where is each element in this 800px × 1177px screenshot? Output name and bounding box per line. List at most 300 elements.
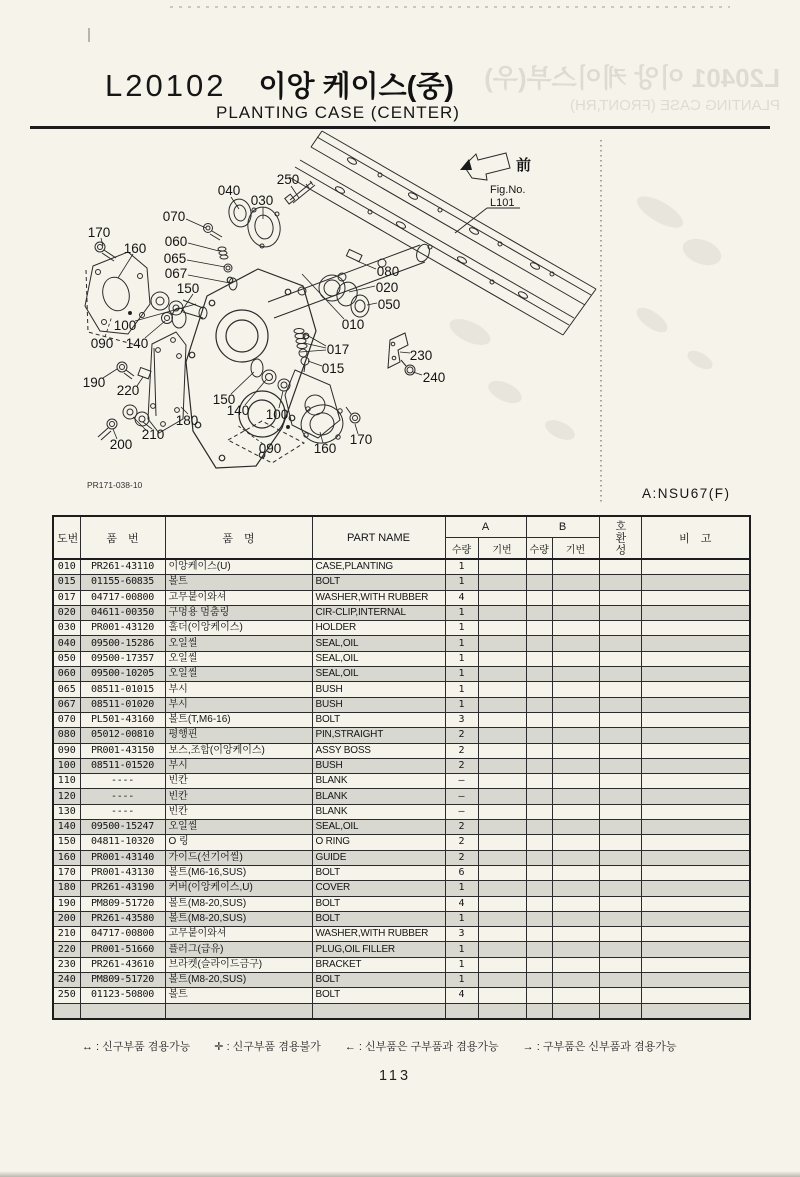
cell-en: BOLT <box>312 865 445 880</box>
cell-rem <box>641 575 750 590</box>
cell-kb <box>552 927 599 942</box>
table-row <box>53 559 750 575</box>
cell-qb <box>526 636 552 651</box>
cell-kb <box>552 850 599 865</box>
cell-en: BOLT <box>312 896 445 911</box>
cell-en: SEAL,OIL <box>312 651 445 666</box>
cell-part: PR001-43130 <box>80 865 165 880</box>
cell-ka <box>478 743 526 758</box>
cell-kb <box>552 682 599 697</box>
cell-qb <box>526 712 552 727</box>
cell-empty <box>445 1003 478 1019</box>
cell-rem <box>641 758 750 773</box>
cell-ka <box>478 820 526 835</box>
cell-part: 04717-00800 <box>80 590 165 605</box>
cell-ka <box>478 850 526 865</box>
table-row <box>53 682 750 697</box>
cell-ka <box>478 804 526 819</box>
cell-ka <box>478 774 526 789</box>
cell-compat <box>599 850 641 865</box>
cell-ka <box>478 835 526 850</box>
cell-part: PR261-43580 <box>80 911 165 926</box>
cell-part: 08511-01015 <box>80 682 165 697</box>
cell-qb <box>526 804 552 819</box>
cell-ka <box>478 957 526 972</box>
cell-qa: 1 <box>445 682 478 697</box>
cell-rem <box>641 820 750 835</box>
case-tube <box>268 242 432 318</box>
cell-qa: 1 <box>445 636 478 651</box>
callout-label: 170 <box>349 432 373 447</box>
cell-part: 09500-17357 <box>80 651 165 666</box>
table-header <box>53 516 750 559</box>
col-header-part-name: PART NAME <box>312 516 445 559</box>
cell-en: BUSH <box>312 697 445 712</box>
col-header-serial-a: 기번 <box>478 538 526 560</box>
cell-compat <box>599 927 641 942</box>
table-row <box>53 590 750 605</box>
cell-qb <box>526 743 552 758</box>
cell-no: 130 <box>53 804 80 819</box>
cell-kr: 구멍용 멈춤링 <box>165 605 312 620</box>
leader-line <box>186 219 206 228</box>
cell-qa: 4 <box>445 988 478 1003</box>
scan-artifact-bottom <box>0 1171 800 1177</box>
interchangeability-legend <box>82 1038 697 1054</box>
drawing-number: PR171-038-10 <box>87 480 143 490</box>
title-divider <box>30 126 770 129</box>
cell-en: BUSH <box>312 758 445 773</box>
cell-compat <box>599 743 641 758</box>
leader-line <box>400 352 410 353</box>
cell-kr: 오일씰 <box>165 820 312 835</box>
cell-empty <box>526 1003 552 1019</box>
cell-ka <box>478 896 526 911</box>
callout-label: 150 <box>212 392 236 407</box>
callout-label: 170 <box>87 225 111 240</box>
variant-note: A:NSU67(F) <box>642 486 731 501</box>
table-row <box>53 957 750 972</box>
cell-no: 250 <box>53 988 80 1003</box>
callout-label: 100 <box>113 318 137 333</box>
cell-ka <box>478 865 526 880</box>
cell-rem <box>641 973 750 988</box>
cell-kr: 오일씰 <box>165 636 312 651</box>
cell-compat <box>599 774 641 789</box>
callout-label: 065 <box>163 251 187 266</box>
cell-compat <box>599 575 641 590</box>
cell-qb <box>526 865 552 880</box>
table-row <box>53 621 750 636</box>
cell-part: 09500-15286 <box>80 636 165 651</box>
table-row <box>53 865 750 880</box>
cell-part: 09500-15247 <box>80 820 165 835</box>
table-row <box>53 804 750 819</box>
cell-empty <box>641 1003 750 1019</box>
cell-rem <box>641 651 750 666</box>
cell-compat <box>599 881 641 896</box>
callout-label: 210 <box>141 427 165 442</box>
cell-no: 100 <box>53 758 80 773</box>
cell-kr: 볼트(M8-20,SUS) <box>165 911 312 926</box>
cell-kr: 고무붙이와셔 <box>165 590 312 605</box>
cell-ka <box>478 789 526 804</box>
cell-rem <box>641 590 750 605</box>
fig-no-value: L101 <box>490 197 515 209</box>
callout-label: 160 <box>123 241 147 256</box>
callout-label: 190 <box>82 375 106 390</box>
cell-kb <box>552 651 599 666</box>
parts-table <box>52 515 751 1020</box>
cell-en: SEAL,OIL <box>312 820 445 835</box>
legend-item: → : 구부품은 신부품과 겸용가능 <box>522 1041 677 1053</box>
cell-part: 04717-00800 <box>80 927 165 942</box>
cell-qa: 2 <box>445 728 478 743</box>
cell-ka <box>478 988 526 1003</box>
cell-empty <box>80 1003 165 1019</box>
leader-line <box>231 372 254 394</box>
cell-en: CIR-CLIP,INTERNAL <box>312 605 445 620</box>
cell-rem <box>641 927 750 942</box>
cell-rem <box>641 911 750 926</box>
cell-part: PR261-43610 <box>80 957 165 972</box>
cell-compat <box>599 667 641 682</box>
cell-en: BLANK <box>312 774 445 789</box>
cell-kb <box>552 758 599 773</box>
cell-ka <box>478 728 526 743</box>
cell-ka <box>478 575 526 590</box>
cell-en: BLANK <box>312 804 445 819</box>
cell-part: ---- <box>80 774 165 789</box>
cell-rem <box>641 881 750 896</box>
cell-kb <box>552 957 599 972</box>
cell-kb <box>552 559 599 575</box>
table-row <box>53 820 750 835</box>
table-row <box>53 911 750 926</box>
callout-label: 150 <box>176 281 200 296</box>
cell-ka <box>478 973 526 988</box>
cell-compat <box>599 605 641 620</box>
callout-label: 230 <box>409 348 433 363</box>
table-row <box>53 850 750 865</box>
scan-artifact-mark <box>88 28 90 42</box>
cell-rem <box>641 621 750 636</box>
callout-label: 070 <box>162 209 186 224</box>
callout-label: 090 <box>90 336 114 351</box>
cell-no: 200 <box>53 911 80 926</box>
cell-rem <box>641 559 750 575</box>
table-row <box>53 651 750 666</box>
cell-en: BOLT <box>312 575 445 590</box>
bleed-through-title <box>420 58 780 114</box>
cell-part: 08511-01020 <box>80 697 165 712</box>
exploded-diagram <box>0 130 800 515</box>
cell-rem <box>641 774 750 789</box>
cell-no: 020 <box>53 605 80 620</box>
cell-empty <box>312 1003 445 1019</box>
leader-line <box>308 361 322 366</box>
cell-qa: 1 <box>445 667 478 682</box>
cell-compat <box>599 957 641 972</box>
cell-kb <box>552 667 599 682</box>
cell-qa: 6 <box>445 865 478 880</box>
cell-en: CASE,PLANTING <box>312 559 445 575</box>
cell-part: PL501-43160 <box>80 712 165 727</box>
legend-item: ← : 신부품은 구부품과 겸용가능 <box>344 1041 499 1053</box>
cell-qb <box>526 988 552 1003</box>
cell-qb <box>526 774 552 789</box>
cell-no: 210 <box>53 927 80 942</box>
cell-compat <box>599 621 641 636</box>
cell-ka <box>478 697 526 712</box>
cell-kr: 브라켓(슬라이드금구) <box>165 957 312 972</box>
cell-kr: 빈칸 <box>165 789 312 804</box>
cell-kr: 오일씰 <box>165 651 312 666</box>
cell-part: PR001-51660 <box>80 942 165 957</box>
cell-no: 170 <box>53 865 80 880</box>
cell-empty <box>165 1003 312 1019</box>
col-header-serial-b: 기번 <box>552 538 599 560</box>
cell-ka <box>478 881 526 896</box>
cell-kb <box>552 636 599 651</box>
cell-kb <box>552 605 599 620</box>
cell-ka <box>478 911 526 926</box>
table-row-empty <box>53 1003 750 1019</box>
cell-kr: 볼트(M6-16,SUS) <box>165 865 312 880</box>
cell-rem <box>641 942 750 957</box>
cell-kb <box>552 988 599 1003</box>
bearing-seal-stack <box>319 249 369 317</box>
callout-label: 140 <box>125 336 149 351</box>
bush-parts <box>218 247 237 290</box>
cell-part: 09500-10205 <box>80 667 165 682</box>
bleed-line1: L20401 이앙 케이스부(우) <box>484 63 780 93</box>
cell-empty <box>478 1003 526 1019</box>
leader-line <box>300 350 326 352</box>
cell-compat <box>599 865 641 880</box>
cell-ka <box>478 621 526 636</box>
cell-qa: 2 <box>445 820 478 835</box>
cell-ka <box>478 682 526 697</box>
cell-no: 090 <box>53 743 80 758</box>
cell-ka <box>478 712 526 727</box>
cell-no: 080 <box>53 728 80 743</box>
cell-rem <box>641 957 750 972</box>
table-row <box>53 942 750 957</box>
cell-part: 05012-00810 <box>80 728 165 743</box>
cell-kr: 볼트(M8-20,SUS) <box>165 896 312 911</box>
cell-ka <box>478 636 526 651</box>
table-row <box>53 896 750 911</box>
cell-en: BOLT <box>312 973 445 988</box>
cell-qa: 3 <box>445 927 478 942</box>
cell-kb <box>552 697 599 712</box>
cell-compat <box>599 636 641 651</box>
callout-label: 240 <box>422 370 446 385</box>
bleed-line2: PLANTING CASE (FRONT,RH) <box>569 97 780 114</box>
cell-part: PM809-51720 <box>80 896 165 911</box>
cell-qa: 3 <box>445 712 478 727</box>
cell-qb <box>526 728 552 743</box>
table-row <box>53 743 750 758</box>
cell-part: PR001-43150 <box>80 743 165 758</box>
cell-qa: 1 <box>445 957 478 972</box>
cell-rem <box>641 896 750 911</box>
callout-label: 060 <box>164 234 188 249</box>
cell-kr: O 링 <box>165 835 312 850</box>
cell-qb <box>526 789 552 804</box>
cell-no: 040 <box>53 636 80 651</box>
cell-qb <box>526 942 552 957</box>
cell-no: 150 <box>53 835 80 850</box>
cell-empty <box>552 1003 599 1019</box>
cell-en: SEAL,OIL <box>312 636 445 651</box>
cell-kb <box>552 743 599 758</box>
cell-qb <box>526 575 552 590</box>
cell-qa: 1 <box>445 651 478 666</box>
cell-qb <box>526 651 552 666</box>
table-row <box>53 881 750 896</box>
cell-en: SEAL,OIL <box>312 667 445 682</box>
cell-compat <box>599 651 641 666</box>
cell-kb <box>552 973 599 988</box>
cell-part: 04611-00350 <box>80 605 165 620</box>
table-row <box>53 712 750 727</box>
title-row <box>105 64 454 105</box>
cell-kb <box>552 835 599 850</box>
cell-qb <box>526 590 552 605</box>
cell-no: 050 <box>53 651 80 666</box>
cell-qb <box>526 881 552 896</box>
cell-qb <box>526 820 552 835</box>
cell-qa: 2 <box>445 758 478 773</box>
callout-label: 020 <box>375 280 399 295</box>
cell-compat <box>599 896 641 911</box>
cell-qb <box>526 605 552 620</box>
cell-kr: 홀더(이앙케이스) <box>165 621 312 636</box>
cell-qa: 2 <box>445 743 478 758</box>
table-row <box>53 575 750 590</box>
leader-line <box>188 243 219 251</box>
frame-rails <box>289 131 596 335</box>
cell-no: 017 <box>53 590 80 605</box>
col-header-b: B <box>526 516 599 538</box>
cell-en: BOLT <box>312 712 445 727</box>
leader-line <box>105 316 112 337</box>
cell-part: 01123-50800 <box>80 988 165 1003</box>
col-header-qty-b: 수량 <box>526 538 552 560</box>
cell-kr: 부시 <box>165 682 312 697</box>
cell-no: 030 <box>53 621 80 636</box>
cell-kr: 이앙케이스(U) <box>165 559 312 575</box>
cell-en: COVER <box>312 881 445 896</box>
cell-qa: 4 <box>445 590 478 605</box>
cell-qb <box>526 850 552 865</box>
cell-kr: 부시 <box>165 758 312 773</box>
cell-qb <box>526 911 552 926</box>
scan-artifact-top <box>170 6 730 8</box>
cell-rem <box>641 636 750 651</box>
cell-qb <box>526 835 552 850</box>
col-header-compat: 호환성 <box>599 516 641 559</box>
cell-kb <box>552 621 599 636</box>
leader-line <box>302 274 344 319</box>
cell-qa: – <box>445 789 478 804</box>
cell-kr: 빈칸 <box>165 774 312 789</box>
cell-en: BLANK <box>312 789 445 804</box>
cell-compat <box>599 911 641 926</box>
leader-line <box>413 372 422 375</box>
cell-qb <box>526 667 552 682</box>
cell-qa: 4 <box>445 896 478 911</box>
cell-no: 220 <box>53 942 80 957</box>
col-header-remarks: 비 고 <box>641 516 750 559</box>
cell-kr: 오일씰 <box>165 667 312 682</box>
cell-kr: 볼트(T,M6-16) <box>165 712 312 727</box>
cell-qb <box>526 758 552 773</box>
cell-qb <box>526 927 552 942</box>
cell-qa: 1 <box>445 973 478 988</box>
cell-kb <box>552 942 599 957</box>
table-row <box>53 728 750 743</box>
cell-en: BRACKET <box>312 957 445 972</box>
cell-kr: 가이드(선기어씰) <box>165 850 312 865</box>
cell-no: 015 <box>53 575 80 590</box>
cell-en: ASSY BOSS <box>312 743 445 758</box>
cell-part: 08511-01520 <box>80 758 165 773</box>
cell-part: PR261-43190 <box>80 881 165 896</box>
callout-label: 030 <box>250 193 274 208</box>
cell-compat <box>599 590 641 605</box>
cell-compat <box>599 559 641 575</box>
cell-qa: 1 <box>445 605 478 620</box>
cell-compat <box>599 973 641 988</box>
cell-kb <box>552 804 599 819</box>
table-row <box>53 835 750 850</box>
cell-part: PR001-43120 <box>80 621 165 636</box>
cell-compat <box>599 789 641 804</box>
cell-part: ---- <box>80 804 165 819</box>
cell-rem <box>641 835 750 850</box>
cell-qb <box>526 621 552 636</box>
cell-kb <box>552 820 599 835</box>
cell-compat <box>599 942 641 957</box>
cell-rem <box>641 988 750 1003</box>
cell-kr: 볼트 <box>165 988 312 1003</box>
col-header-part-no: 품 번 <box>80 516 165 559</box>
cell-kb <box>552 789 599 804</box>
legend-item: ↔ : 신구부품 겸용가능 <box>82 1041 191 1053</box>
cell-no: 240 <box>53 973 80 988</box>
cell-ka <box>478 605 526 620</box>
page-title-korean: 이앙 케이스(중) <box>258 71 454 103</box>
cell-qa: 1 <box>445 942 478 957</box>
cell-rem <box>641 605 750 620</box>
cell-rem <box>641 712 750 727</box>
cell-en: O RING <box>312 835 445 850</box>
cell-no: 110 <box>53 774 80 789</box>
legend-item: ✛ : 신구부품 겸용불가 <box>214 1041 321 1053</box>
cell-kb <box>552 728 599 743</box>
cell-compat <box>599 697 641 712</box>
cell-kb <box>552 575 599 590</box>
bleed-through-marks <box>446 190 725 444</box>
cell-qb <box>526 682 552 697</box>
cell-kb <box>552 774 599 789</box>
col-header-qty-a: 수량 <box>445 538 478 560</box>
cell-en: HOLDER <box>312 621 445 636</box>
callout-label: 040 <box>217 183 241 198</box>
